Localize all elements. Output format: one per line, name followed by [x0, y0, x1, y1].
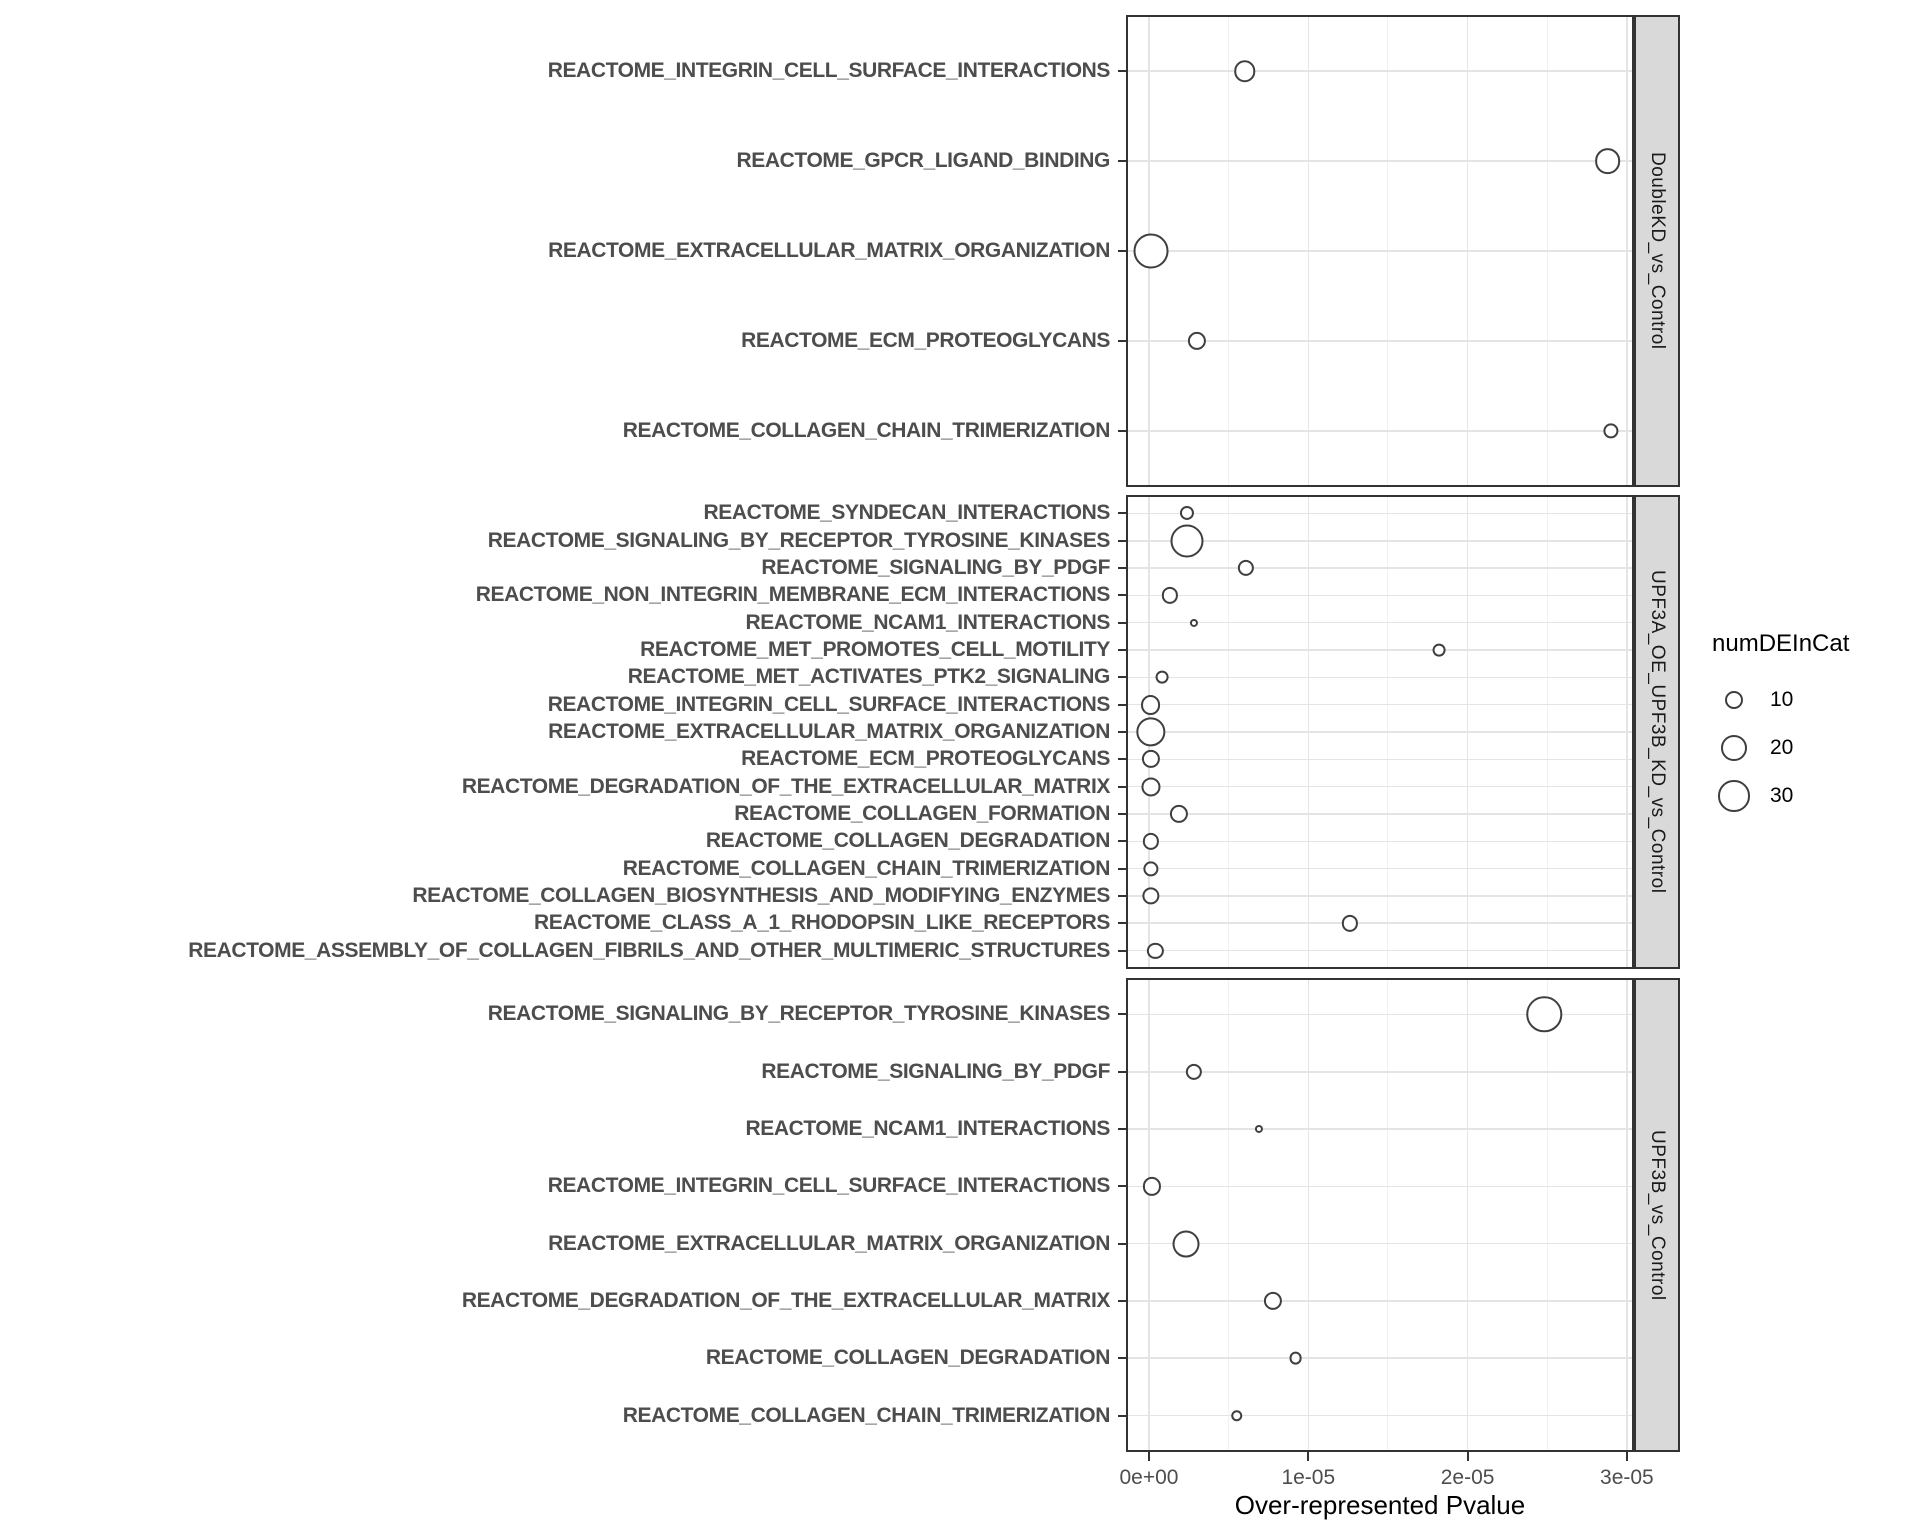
data-point: [1143, 861, 1158, 876]
facet-panel-UPF3B_vs_Control: [1126, 978, 1634, 1452]
y-axis-label: REACTOME_EXTRACELLULAR_MATRIX_ORGANIZATION: [548, 239, 1110, 262]
data-point: [1141, 750, 1159, 768]
data-point: [1255, 1125, 1263, 1133]
y-axis-label: REACTOME_SIGNALING_BY_RECEPTOR_TYROSINE_KINASES: [487, 528, 1110, 552]
gridline-y-major: [1128, 649, 1632, 651]
gridline-x-minor: [1387, 980, 1388, 1450]
y-axis-label: REACTOME_GPCR_LIGAND_BINDING: [736, 149, 1110, 172]
gridline-x-minor: [1228, 980, 1229, 1450]
x-axis-title: Over-represented Pvalue: [1234, 1490, 1526, 1520]
data-point: [1526, 997, 1561, 1032]
y-axis-label: REACTOME_DEGRADATION_OF_THE_EXTRACELLULAR_MATRIX: [461, 1288, 1110, 1312]
gridline-x-major: [1148, 980, 1150, 1450]
y-tick-mark: [1118, 649, 1126, 651]
y-tick-mark: [1118, 786, 1126, 788]
y-tick-mark: [1118, 1415, 1126, 1417]
legend-title: numDEInCat: [1712, 630, 1850, 657]
y-axis-label: REACTOME_ECM_PROTEOGLYCANS: [741, 747, 1110, 771]
gridline-x-minor: [1547, 980, 1548, 1450]
legend-key-circle-icon: [1712, 735, 1756, 761]
y-axis-label: REACTOME_NON_INTEGRIN_MEMBRANE_ECM_INTERACTIONS: [475, 583, 1110, 607]
y-axis-label: REACTOME_SIGNALING_BY_RECEPTOR_TYROSINE_KINASES: [487, 1002, 1110, 1026]
y-axis-label: REACTOME_INTEGRIN_CELL_SURFACE_INTERACTIONS: [547, 59, 1110, 82]
x-tick-label: 1e-05: [1281, 1466, 1336, 1489]
data-point: [1141, 777, 1160, 796]
legend-value-label: 30: [1770, 784, 1794, 807]
legend-circle: [1718, 780, 1749, 811]
data-point: [1142, 887, 1159, 904]
y-tick-mark: [1118, 704, 1126, 706]
gridline-y-major: [1128, 430, 1632, 432]
y-tick-mark: [1118, 1300, 1126, 1302]
gridline-y-major: [1128, 731, 1632, 733]
y-axis-label: REACTOME_SIGNALING_BY_PDGF: [761, 1059, 1110, 1083]
gridline-y-major: [1128, 813, 1632, 815]
gridline-y-major: [1128, 622, 1632, 624]
y-tick-mark: [1118, 922, 1126, 924]
gridline-y-major: [1128, 704, 1632, 706]
y-axis-label: REACTOME_INTEGRIN_CELL_SURFACE_INTERACTIONS: [547, 1174, 1110, 1198]
data-point: [1342, 915, 1358, 931]
y-tick-mark: [1118, 868, 1126, 870]
size-legend: [1712, 630, 1912, 820]
data-point: [1289, 1352, 1302, 1365]
gridline-y-major: [1128, 786, 1632, 788]
gridline-y-major: [1128, 250, 1632, 252]
y-tick-mark: [1118, 1357, 1126, 1359]
facet-strip-UPF3A_OE_UPF3B_KD_vs_Control: [1634, 495, 1680, 969]
y-tick-mark: [1118, 676, 1126, 678]
data-point: [1141, 695, 1161, 715]
y-axis-label: REACTOME_ECM_PROTEOGLYCANS: [741, 329, 1110, 352]
gridline-y-major: [1128, 160, 1632, 162]
legend-entry-20: [1712, 724, 1912, 772]
y-axis-label: REACTOME_MET_ACTIVATES_PTK2_SIGNALING: [627, 665, 1110, 689]
gridline-y-major: [1128, 1071, 1632, 1073]
y-tick-mark: [1118, 1243, 1126, 1245]
facet-strip-label: UPF3B_vs_Control: [1647, 1129, 1668, 1301]
facet-panel-DoubleKD_vs_Control: [1126, 15, 1634, 487]
y-axis-label: REACTOME_NCAM1_INTERACTIONS: [745, 1117, 1110, 1141]
gridline-y-major: [1128, 1357, 1632, 1359]
data-point: [1171, 524, 1204, 557]
gridline-y-major: [1128, 868, 1632, 870]
y-tick-mark: [1118, 512, 1126, 514]
gridline-y-major: [1128, 1186, 1632, 1188]
facet-strip-label: UPF3A_OE_UPF3B_KD_vs_Control: [1647, 570, 1668, 894]
facet-strip-DoubleKD_vs_Control: [1634, 15, 1680, 487]
legend-key-circle-icon: [1712, 780, 1756, 811]
gridline-x-major: [1467, 980, 1469, 1450]
y-axis-label: REACTOME_ASSEMBLY_OF_COLLAGEN_FIBRILS_AND_OTHER_MULTIMERIC_STRUCTURES: [188, 938, 1110, 962]
data-point: [1238, 560, 1254, 576]
x-tick-mark: [1467, 1452, 1469, 1461]
gridline-y-major: [1128, 677, 1632, 679]
legend-key-circle-icon: [1712, 691, 1756, 709]
y-axis-label: REACTOME_COLLAGEN_DEGRADATION: [705, 829, 1110, 853]
data-point: [1172, 1230, 1199, 1257]
gridline-y-major: [1128, 922, 1632, 924]
legend-value-label: 10: [1770, 688, 1794, 711]
gridline-y-major: [1128, 950, 1632, 952]
y-axis-label: REACTOME_CLASS_A_1_RHODOPSIN_LIKE_RECEPTORS: [534, 911, 1110, 935]
y-axis-label: REACTOME_COLLAGEN_CHAIN_TRIMERIZATION: [622, 1403, 1110, 1427]
data-point: [1143, 1177, 1161, 1195]
gridline-y-major: [1128, 567, 1632, 569]
gridline-y-major: [1128, 1128, 1632, 1130]
y-tick-mark: [1118, 840, 1126, 842]
gridline-x-major: [1626, 980, 1628, 1450]
y-axis-label: REACTOME_NCAM1_INTERACTIONS: [745, 610, 1110, 634]
y-tick-mark: [1118, 758, 1126, 760]
x-tick-label: 3e-05: [1600, 1466, 1654, 1489]
y-tick-mark: [1118, 430, 1126, 432]
facet-panel-UPF3A_OE_UPF3B_KD_vs_Control: [1126, 495, 1634, 969]
data-point: [1433, 644, 1446, 657]
gridline-x-major: [1308, 980, 1310, 1450]
gridline-y-major: [1128, 595, 1632, 597]
y-tick-mark: [1118, 567, 1126, 569]
data-point: [1264, 1292, 1282, 1310]
y-tick-mark: [1118, 1185, 1126, 1187]
gridline-y-major: [1128, 1415, 1632, 1417]
x-tick-mark: [1307, 1452, 1309, 1461]
y-axis-label: REACTOME_COLLAGEN_FORMATION: [734, 801, 1110, 825]
y-axis-label: REACTOME_SIGNALING_BY_PDGF: [761, 556, 1110, 580]
gridline-y-major: [1128, 1300, 1632, 1302]
y-tick-mark: [1118, 70, 1126, 72]
y-tick-mark: [1118, 731, 1126, 733]
legend-value-label: 20: [1770, 736, 1794, 759]
data-point: [1603, 423, 1618, 438]
legend-circle: [1725, 691, 1743, 709]
data-point: [1136, 717, 1165, 746]
y-axis-label: REACTOME_COLLAGEN_DEGRADATION: [705, 1346, 1110, 1370]
data-point: [1231, 1410, 1243, 1422]
gridline-y-major: [1128, 895, 1632, 897]
data-point: [1170, 805, 1188, 823]
legend-entry-30: [1712, 772, 1912, 820]
y-tick-mark: [1118, 540, 1126, 542]
y-tick-mark: [1118, 813, 1126, 815]
y-axis-label: REACTOME_MET_PROMOTES_CELL_MOTILITY: [640, 638, 1110, 662]
y-axis-label: REACTOME_COLLAGEN_BIOSYNTHESIS_AND_MODIFYING_ENZYMES: [412, 883, 1110, 907]
gridline-y-major: [1128, 70, 1632, 72]
y-axis-label: REACTOME_INTEGRIN_CELL_SURFACE_INTERACTIONS: [547, 692, 1110, 716]
y-tick-mark: [1118, 622, 1126, 624]
data-point: [1180, 506, 1194, 520]
facet-strip-UPF3B_vs_Control: [1634, 978, 1680, 1452]
gridline-y-major: [1128, 759, 1632, 761]
y-tick-mark: [1118, 250, 1126, 252]
x-tick-label: 0e+00: [1119, 1466, 1179, 1489]
data-point: [1185, 1064, 1201, 1080]
gridline-y-major: [1128, 841, 1632, 843]
y-tick-mark: [1118, 1071, 1126, 1073]
data-point: [1190, 619, 1198, 627]
data-point: [1155, 671, 1168, 684]
data-point: [1234, 60, 1256, 82]
data-point: [1147, 942, 1163, 958]
legend-entries: [1712, 676, 1912, 820]
legend-entry-10: [1712, 676, 1912, 724]
data-point: [1595, 148, 1621, 174]
y-axis-label: REACTOME_COLLAGEN_CHAIN_TRIMERIZATION: [622, 419, 1110, 442]
y-axis-label: REACTOME_EXTRACELLULAR_MATRIX_ORGANIZATION: [548, 1231, 1110, 1255]
y-tick-mark: [1118, 160, 1126, 162]
data-point: [1162, 587, 1178, 603]
facet-strip-label: DoubleKD_vs_Control: [1647, 152, 1668, 350]
x-tick-mark: [1626, 1452, 1628, 1461]
y-axis-label: REACTOME_COLLAGEN_CHAIN_TRIMERIZATION: [622, 856, 1110, 880]
y-tick-mark: [1118, 950, 1126, 952]
x-tick-label: 2e-05: [1440, 1466, 1495, 1489]
data-point: [1142, 833, 1158, 849]
y-axis-label: REACTOME_DEGRADATION_OF_THE_EXTRACELLULAR_MATRIX: [461, 774, 1110, 798]
y-axis-label: REACTOME_SYNDECAN_INTERACTIONS: [703, 501, 1110, 525]
y-axis-label: REACTOME_EXTRACELLULAR_MATRIX_ORGANIZATION: [548, 720, 1110, 743]
gridline-y-major: [1128, 1243, 1632, 1245]
gridline-y-major: [1128, 513, 1632, 515]
x-tick-mark: [1148, 1452, 1150, 1461]
y-tick-mark: [1118, 594, 1126, 596]
legend-circle: [1721, 735, 1747, 761]
y-tick-mark: [1118, 895, 1126, 897]
y-tick-mark: [1118, 340, 1126, 342]
data-point: [1133, 234, 1168, 269]
y-tick-mark: [1118, 1128, 1126, 1130]
y-tick-mark: [1118, 1013, 1126, 1015]
data-point: [1188, 332, 1206, 350]
